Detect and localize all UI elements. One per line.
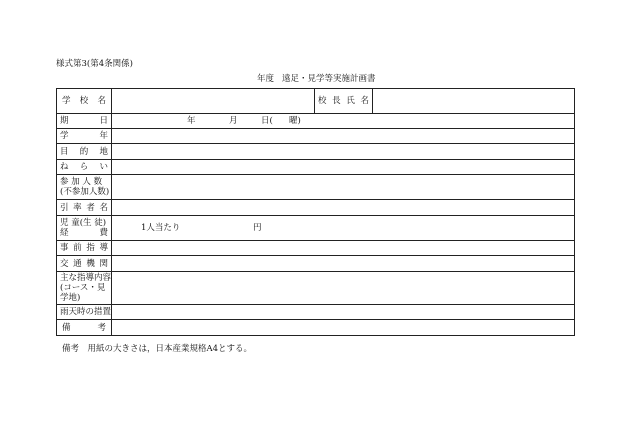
row-main-guidance	[57, 272, 575, 305]
value-transport[interactable]	[112, 256, 575, 272]
main-guidance-line1: 主な指導内容	[60, 273, 112, 283]
value-supervisor[interactable]	[112, 200, 575, 216]
fee-per-person: 1人当たり	[141, 223, 181, 233]
row-remarks	[57, 320, 575, 336]
period-month: 月	[229, 116, 238, 126]
label-fee	[57, 216, 112, 241]
plan-table	[56, 88, 575, 336]
participants-line2: (不参加人数)	[60, 187, 110, 197]
participants-line1: 参 加 人 数	[60, 177, 103, 187]
label-prior-guidance: 事 前 指 導	[57, 241, 112, 256]
label-supervisor: 引 率 者 名	[57, 200, 112, 216]
value-prior-guidance[interactable]	[112, 241, 575, 256]
label-rain-plan: 雨天時の措置	[57, 305, 112, 320]
value-grade[interactable]	[112, 129, 575, 144]
label-transport: 交 通 機 関	[57, 256, 112, 272]
value-period[interactable]	[112, 114, 575, 129]
row-prior-guidance	[57, 241, 575, 256]
row-rain-plan	[57, 305, 575, 320]
label-principal-name: 校 長 氏 名	[315, 89, 373, 114]
label-participants	[57, 175, 112, 200]
value-main-guidance[interactable]	[112, 272, 575, 305]
label-main-guidance	[57, 272, 112, 305]
row-aim	[57, 160, 575, 175]
label-remarks: 備 考	[57, 320, 112, 336]
label-grade: 学 年	[57, 129, 112, 144]
title-text: 遠足・見学等実施計画書	[282, 74, 376, 84]
footer-note: 備考 用紙の大きさは，日本産業規格A4とする。	[62, 344, 253, 354]
value-participants[interactable]	[112, 175, 575, 200]
row-transport	[57, 256, 575, 272]
form-title	[257, 72, 376, 84]
label-school-name: 学 校 名	[57, 89, 112, 114]
period-year: 年	[187, 116, 196, 126]
label-aim: ね ら い	[57, 160, 112, 175]
period-day: 日(	[261, 116, 273, 126]
main-guidance-line2: (コース・見	[60, 283, 106, 293]
fee-unit: 円	[253, 223, 262, 233]
value-school-name[interactable]	[112, 89, 315, 114]
main-guidance-line3: 学地)	[60, 293, 81, 303]
title-year-label: 年度	[257, 74, 275, 84]
row-grade	[57, 129, 575, 144]
fee-line2: 経 費	[60, 228, 108, 238]
form-number: 様式第3(第4条関係)	[56, 59, 133, 69]
row-period	[57, 114, 575, 129]
fee-line1: 児 童(生 徒)	[60, 218, 107, 228]
row-fee	[57, 216, 575, 241]
row-supervisor	[57, 200, 575, 216]
row-destination	[57, 144, 575, 160]
label-period: 期 日	[57, 114, 112, 129]
value-remarks[interactable]	[112, 320, 575, 336]
row-school-name	[57, 89, 575, 114]
value-principal-name[interactable]	[373, 89, 575, 114]
label-destination: 目 的 地	[57, 144, 112, 160]
value-fee[interactable]	[112, 216, 575, 241]
row-participants	[57, 175, 575, 200]
value-destination[interactable]	[112, 144, 575, 160]
period-weekday: 曜)	[289, 116, 301, 126]
value-rain-plan[interactable]	[112, 305, 575, 320]
value-aim[interactable]	[112, 160, 575, 175]
